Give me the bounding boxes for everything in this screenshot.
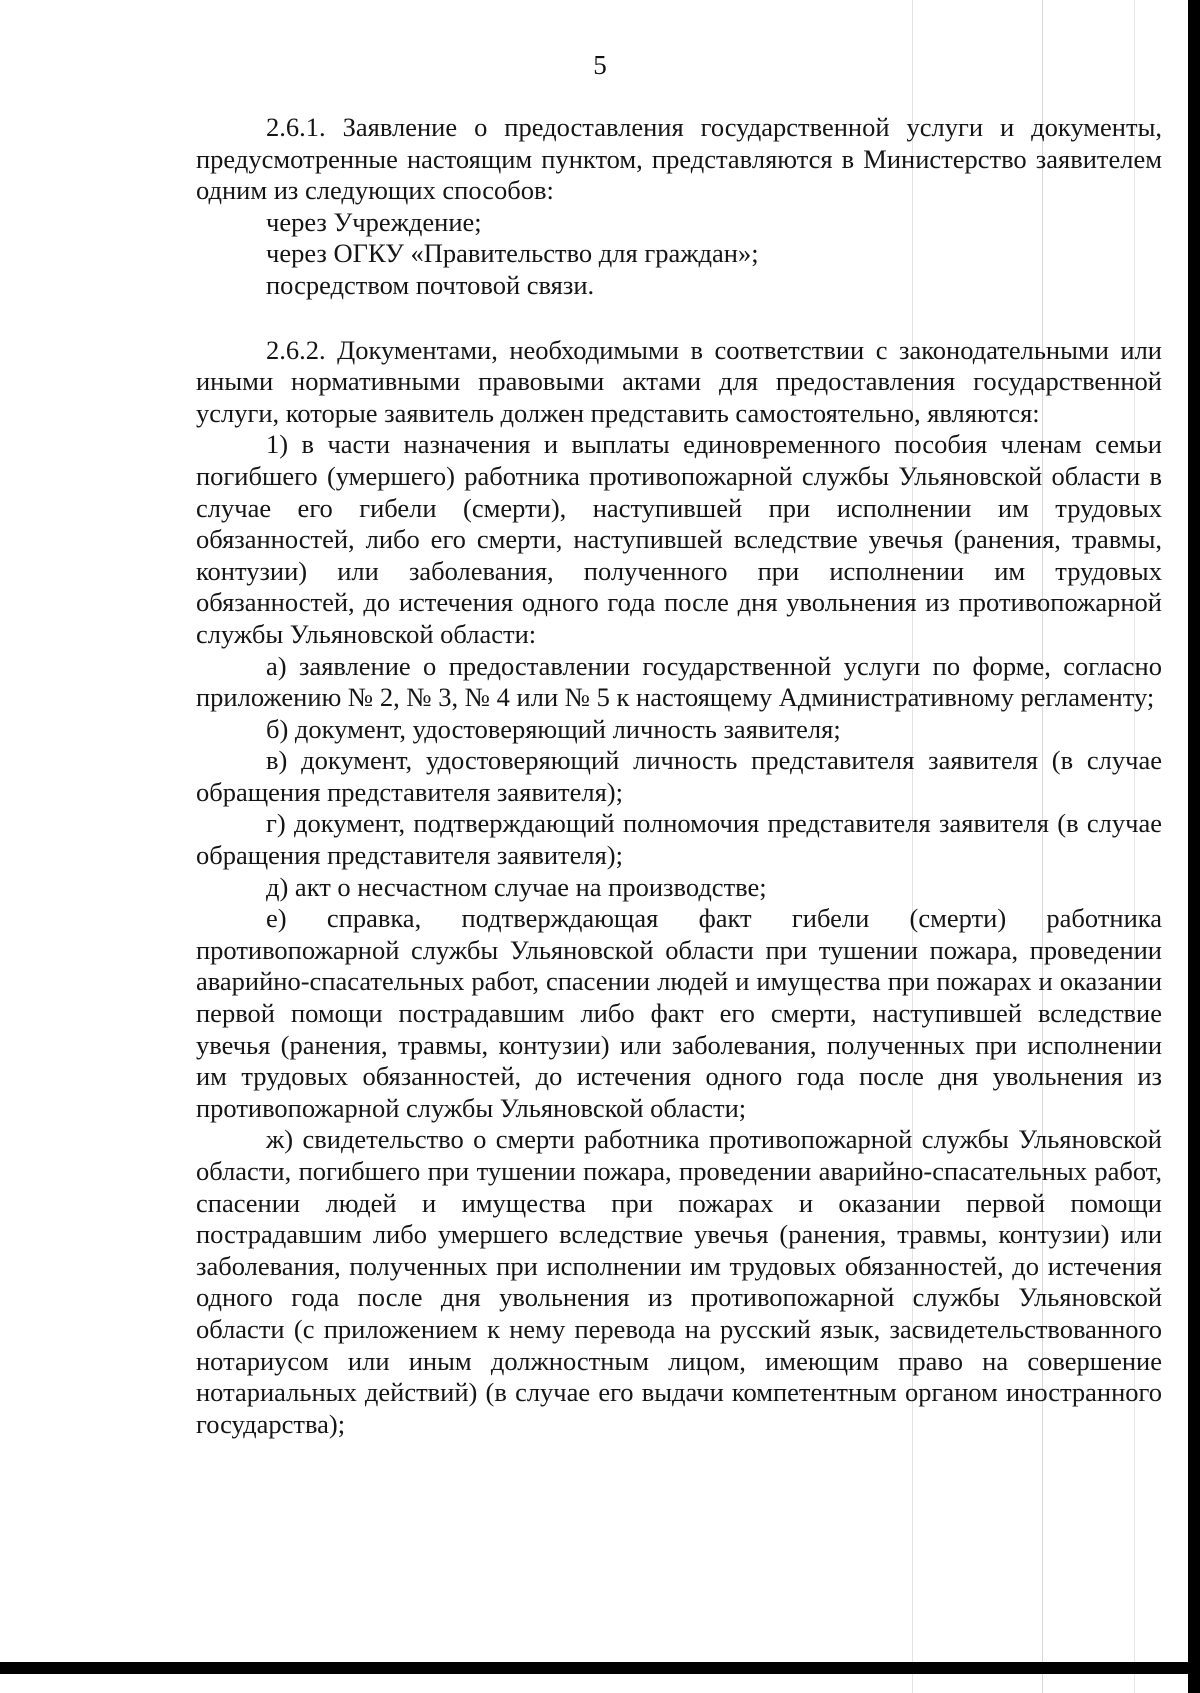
- paragraph-item-1: 1) в части назначения и выплаты единовременного пособия членам семьи погибшего (умершего) работника противопожарной службы Ульяновской области в случае его гибели (смерти), наступившей при исполнении им трудовых обязанностей, либо его смерти, наступившей вследствие увечья (ранения, травмы, контузии) или заболевания, полученного при исполнении им трудовых обязанностей, до истечения одного года после дня увольнения из противопожарной службы Ульяновской области:: [196, 429, 1162, 649]
- paragraph-gap: [196, 302, 1162, 335]
- list-item-e: е) справка, подтверждающая факт гибели (смерти) работника противопожарной службы Ульяновской области при тушении пожара, проведении аварийно-спасательных работ, спасении людей и имущества при пожарах и оказании первой помощи пострадавшим либо факт его смерти, наступившей вследствие увечья (ранения, травмы, контузии) или заболевания, полученных при исполнении им трудовых обязанностей, до истечения одного года после дня увольнения из противопожарной службы Ульяновской области;: [196, 903, 1162, 1123]
- paragraph-2-6-2: 2.6.2. Документами, необходимыми в соответствии с законодательными или иными нормативными правовыми актами для предоставления государственной услуги, которые заявитель должен представить самостоятельно, являются:: [196, 334, 1162, 428]
- document-body: [196, 112, 1162, 1440]
- list-item-g: г) документ, подтверждающий полномочия представителя заявителя (в случае обращения представителя заявителя);: [196, 808, 1162, 871]
- page-number: 5: [593, 50, 607, 80]
- paragraph-2-6-1: 2.6.1. Заявление о предоставления государственной услуги и документы, предусмотренные настоящим пунктом, представляются в Министерство заявителем одним из следующих способов:: [196, 112, 1162, 206]
- list-item-method: посредством почтовой связи.: [266, 269, 595, 300]
- scan-bottom-border: [0, 1662, 1200, 1674]
- scan-right-border: [1188, 0, 1200, 1693]
- list-item-b: б) документ, удостоверяющий личность заявителя;: [266, 713, 841, 744]
- list-item-a: а) заявление о предоставлении государственной услуги по форме, согласно приложению № 2, № 3, № 4 или № 5 к настоящему Административному регламенту;: [196, 650, 1162, 713]
- list-item-zh: ж) свидетельство о смерти работника противопожарной службы Ульяновской области, погибшего при тушении пожара, проведении аварийно-спасательных работ, спасении людей и имущества при пожарах и оказании первой помощи пострадавшим либо умершего вследствие увечья (ранения, травмы, контузии) или заболевания, полученных при исполнении им трудовых обязанностей, до истечения одного года после дня увольнения из противопожарной службы Ульяновской области (с приложением к нему перевода на русский язык, засвидетельствованного нотариусом или иным должностным лицом, имеющим право на совершение нотариальных действий) (в случае его выдачи компетентным органом иностранного государства);: [196, 1124, 1162, 1439]
- list-item-method: через ОГКУ «Правительство для граждан»;: [266, 238, 759, 269]
- list-item-d: д) акт о несчастном случае на производстве;: [266, 871, 767, 902]
- list-item-method: через Учреждение;: [266, 206, 482, 237]
- list-item-v: в) документ, удостоверяющий личность представителя заявителя (в случае обращения представителя заявителя);: [196, 745, 1162, 807]
